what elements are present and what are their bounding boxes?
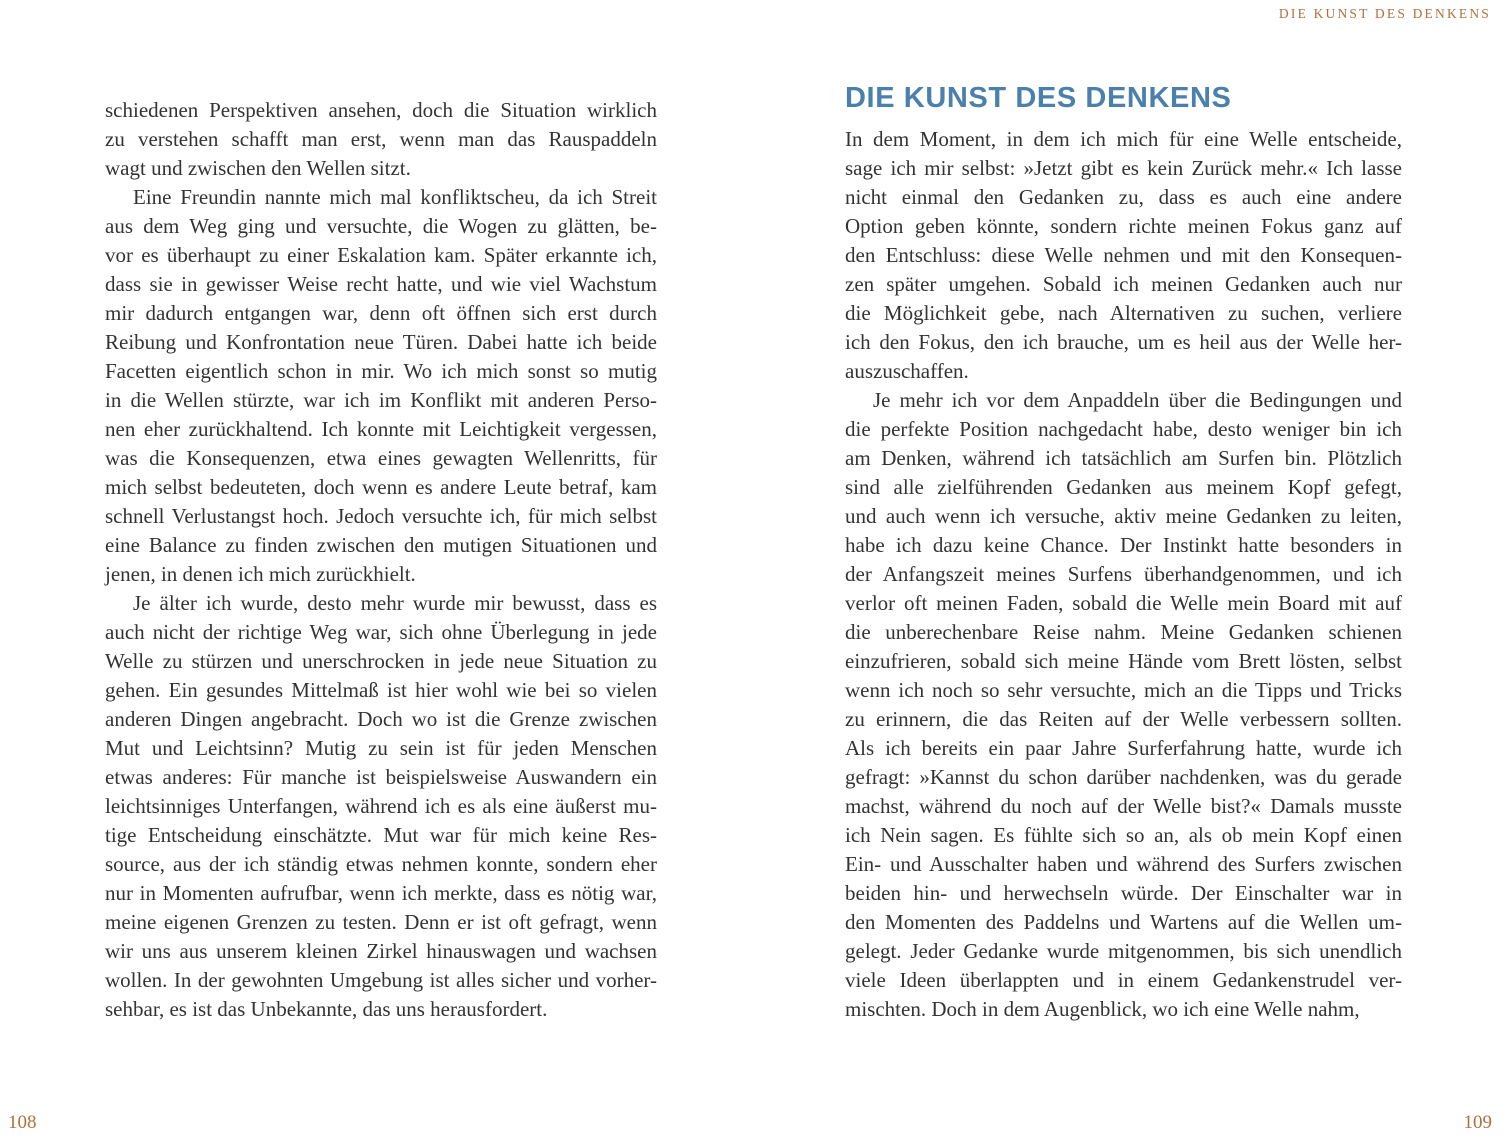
text-line: Je älter ich wurde, desto mehr wurde mir bewusst, dass es [133,591,657,615]
text-line: verlor oft meinen Faden, sobald die Welle mein Board mit auf [845,591,1402,615]
text-line: auszuschaffen. [845,359,969,383]
text-line: habe ich dazu keine Chance. Der Instinkt hatte besonders in [845,533,1402,557]
text-line: nen eher zurückhaltend. Ich konnte mit Leichtigkeit vergessen, [105,417,657,441]
text-line: gehen. Ein gesundes Mittelmaß ist hier wohl wie bei so vielen [105,678,657,702]
text-line: zu verstehen schafft man erst, wenn man das Rauspaddeln [105,127,657,151]
text-line: etwas anderes: Für manche ist beispielsweise Auswandern ein [105,765,657,789]
paragraph-continuation [105,96,657,183]
text-line: zu erinnern, die das Reiten auf der Welle verbessern sollten. [845,707,1402,731]
text-line: anderen Dingen angebracht. Doch wo ist die Grenze zwischen [105,707,657,731]
text-line: Ein- und Ausschalter haben und während des Surfers zwischen [845,852,1402,876]
text-line: der Anfangszeit meines Surfens überhandgenommen, und ich [845,562,1402,586]
text-line: gelegt. Jeder Gedanke wurde mitgenommen, bis sich unendlich [845,939,1402,963]
text-line: Je mehr ich vor dem Anpaddeln über die Bedingungen und [873,388,1402,412]
paragraph [845,125,1402,386]
text-line: aus dem Weg ging und versuchte, die Wogen zu glätten, be- [105,214,657,238]
page-right [845,80,1402,1024]
page-number-right: 109 [1463,1112,1492,1133]
text-line: mischten. Doch in dem Augenblick, wo ich eine Welle nahm, [845,997,1360,1021]
text-line: wenn ich noch so sehr versuchte, mich an die Tipps und Tricks [845,678,1402,702]
text-line: die Möglichkeit gebe, nach Alternativen zu suchen, verliere [845,301,1402,325]
text-line: In dem Moment, in dem ich mich für eine Welle entscheide, [845,127,1402,151]
text-line: nur in Momenten aufrufbar, wenn ich merkte, dass es nötig war, [105,881,657,905]
text-line: machst, während du noch auf der Welle bist?« Damals musste [845,794,1402,818]
text-line: sage ich mir selbst: »Jetzt gibt es kein Zurück mehr.« Ich lasse [845,156,1402,180]
text-line: Eine Freundin nannte mich mal konfliktscheu, da ich Streit [133,185,657,209]
text-line: sind alle zielführenden Gedanken aus meinem Kopf gefegt, [845,475,1402,499]
text-line: einzufrieren, sobald sich meine Hände vom Brett lösten, selbst [845,649,1402,673]
text-line: ich Nein sagen. Es fühlte sich so an, als ob mein Kopf einen [845,823,1402,847]
text-line: vor es überhaupt zu einer Eskalation kam. Später erkannte ich, [105,243,657,267]
text-line: viele Ideen überlappten und in einem Gedankenstrudel ver- [845,968,1402,992]
text-line: gefragt: »Kannst du schon darüber nachdenken, was du gerade [845,765,1402,789]
text-line: wir uns aus unserem kleinen Zirkel hinauswagen und wachsen [105,939,657,963]
text-line: zen später umgehen. Sobald ich meinen Gedanken auch nur [845,272,1402,296]
text-line: Reibung und Konfrontation neue Türen. Dabei hatte ich beide [105,330,657,354]
text-line: nicht einmal den Gedanken zu, dass es auch eine andere [845,185,1402,209]
text-line: tige Entscheidung einschätzte. Mut war für mich keine Res- [105,823,657,847]
text-line: mich selbst bedeuteten, doch wenn es andere Leute betraf, kam [105,475,657,499]
text-line: Mut und Leichtsinn? Mutig zu sein ist für jeden Menschen [105,736,657,760]
text-line: mir dadurch entgangen war, denn oft öffnen sich erst durch [105,301,657,325]
text-line: source, aus der ich ständig etwas nehmen konnte, sondern eher [105,852,657,876]
paragraph [105,589,657,1024]
text-line: sehbar, es ist das Unbekannte, das uns herausfordert. [105,997,548,1021]
text-line: Option geben könnte, sondern richte meinen Fokus ganz auf [845,214,1402,238]
text-line: ich den Fokus, den ich brauche, um es heil aus der Welle her- [845,330,1402,354]
text-line: eine Balance zu finden zwischen den mutigen Situationen und [105,533,657,557]
text-line: meine eigenen Grenzen zu testen. Denn er ist oft gefragt, wenn [105,910,657,934]
text-line: die perfekte Position nachgedacht habe, desto weniger bin ich [845,417,1402,441]
text-line: den Entschluss: diese Welle nehmen und mit den Konsequen- [845,243,1402,267]
text-line: Facetten eigentlich schon in mir. Wo ich mich sonst so mutig [105,359,657,383]
text-line: wagt und zwischen den Wellen sitzt. [105,156,411,180]
text-line: schiedenen Perspektiven ansehen, doch die Situation wirklich [105,98,657,122]
text-line: und auch wenn ich versuche, aktiv meine Gedanken zu leiten, [845,504,1402,528]
text-line: schnell Verlustangst hoch. Jedoch versuchte ich, für mich selbst [105,504,657,528]
page-number-left: 108 [8,1112,37,1133]
paragraph [845,386,1402,1024]
text-line: leichtsinniges Unterfangen, während ich es als eine äußerst mu- [105,794,657,818]
text-line: auch nicht der richtige Weg war, sich ohne Überlegung in jede [105,620,657,644]
text-line: am Denken, während ich tatsächlich am Surfen bin. Plötzlich [845,446,1402,470]
text-line: Welle zu stürzen und unerschrocken in jede neue Situation zu [105,649,657,673]
paragraph [105,183,657,589]
text-line: in die Wellen stürzte, war ich im Konflikt mit anderen Perso- [105,388,657,412]
text-line: beiden hin- und herwechseln würde. Der Einschalter war in [845,881,1402,905]
text-line: wollen. In der gewohnten Umgebung ist alles sicher und vorher- [105,968,657,992]
running-head: DIE KUNST DES DENKENS [1278,6,1491,21]
chapter-heading: DIE KUNST DES DENKENS [845,82,1232,114]
text-line: die unberechenbare Reise nahm. Meine Gedanken schienen [845,620,1402,644]
text-line: was die Konsequenzen, etwa eines gewagten Wellenritts, für [105,446,657,470]
page-left [105,96,657,1024]
text-line: Als ich bereits ein paar Jahre Surferfahrung hatte, wurde ich [845,736,1402,760]
text-line: den Momenten des Paddelns und Wartens auf die Wellen um- [845,910,1402,934]
text-line: dass sie in gewisser Weise recht hatte, und wie viel Wachstum [105,272,657,296]
text-line: jenen, in denen ich mich zurückhielt. [105,562,416,586]
